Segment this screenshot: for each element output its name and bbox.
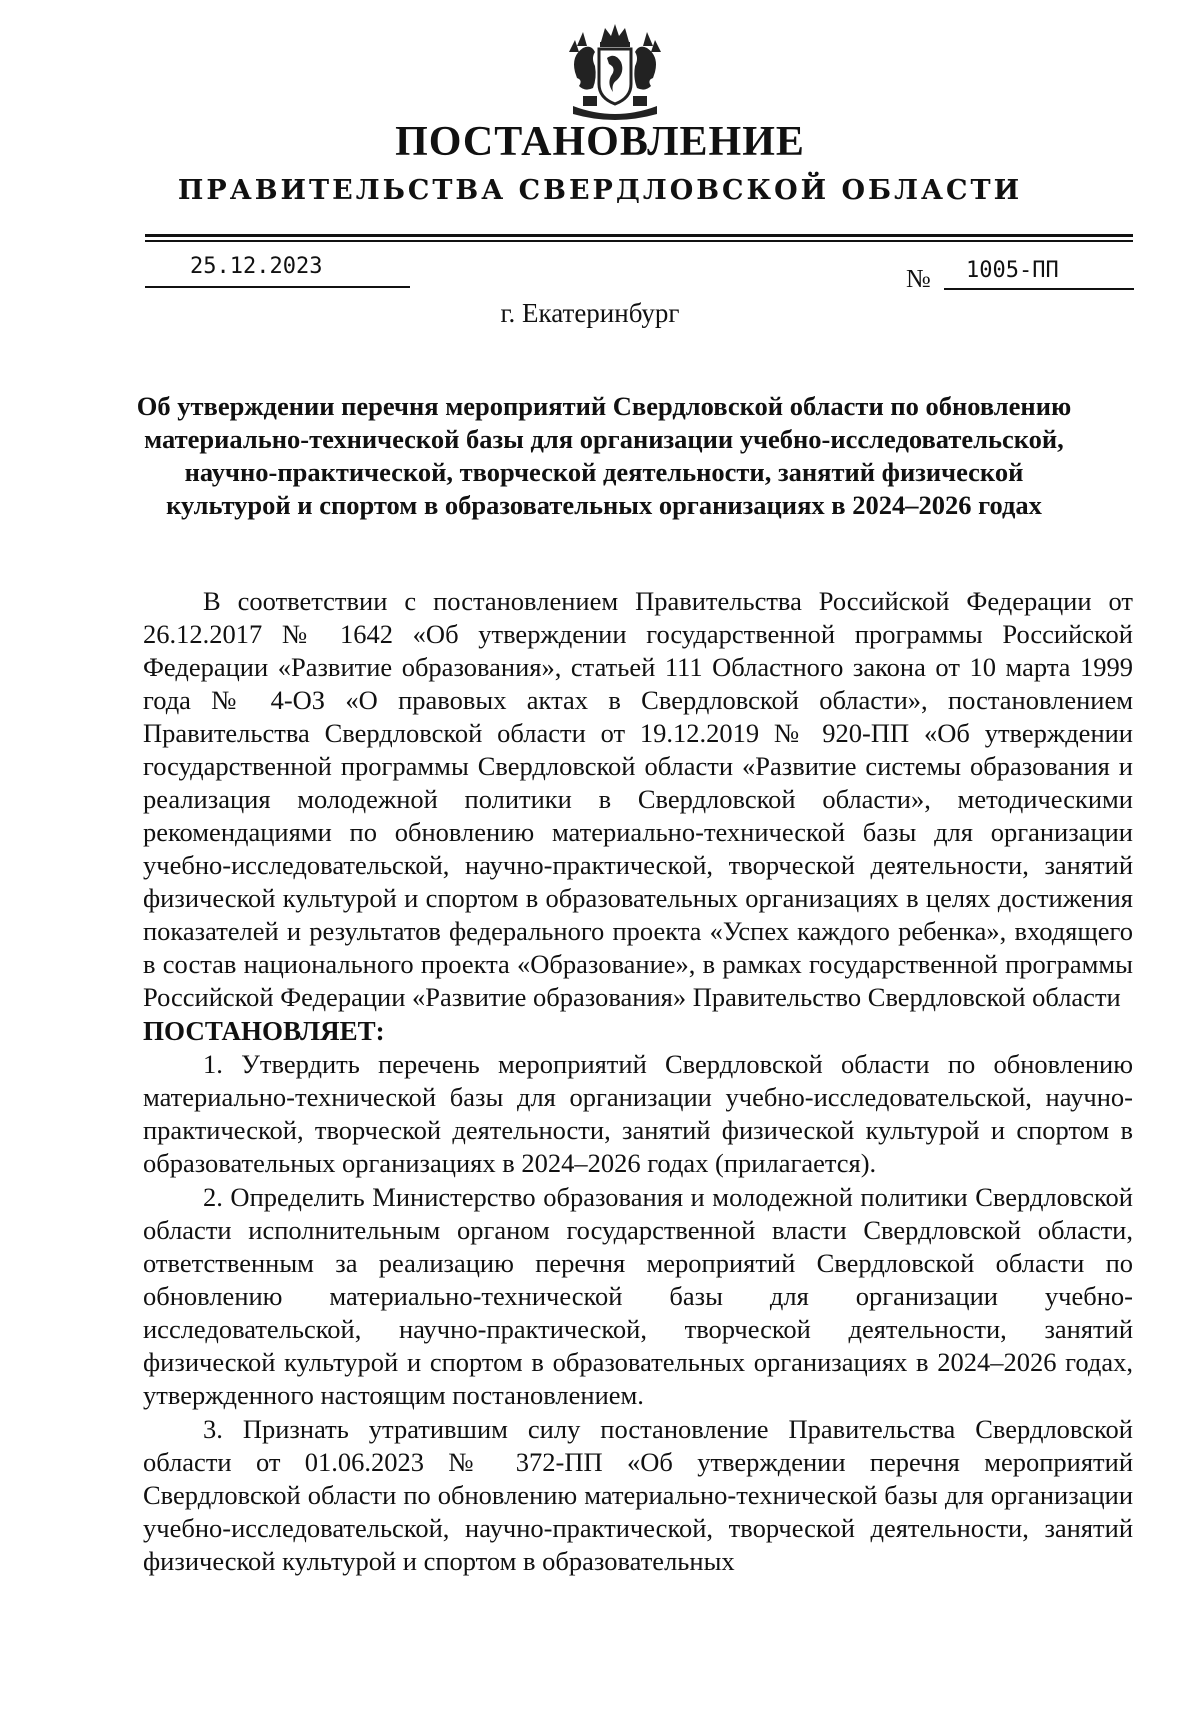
coat-of-arms-icon bbox=[565, 22, 665, 126]
document-city: г. Екатеринбург bbox=[500, 298, 680, 328]
document-body bbox=[143, 585, 1133, 1579]
preamble-paragraph: В соответствии с постановлением Правительства Российской Федерации от 26.12.2017 № 1642 «Об утверждении государственной программы Российской Федерации «Развитие образования», статьей 111 Областного закона от 10 марта 1999 года № 4-ОЗ «О правовых актах в Свердловской области», постановлением Правительства Свердловской области от 19.12.2019 № 920-ПП «Об утверждении государственной программы Свердловской области «Развитие системы образования и реализация молодежной политики в Свердловской области», методическими рекомендациями по обновлению материально-технической базы для организации учебно-исследовательской, научно-практической, творческой деятельности, занятий физической культурой и спортом в образовательных организациях в целях достижения показателей и результатов федерального проекта «Успех каждого ребенка», входящего в состав национального проекта «Образование», в рамках государственной программы Российской Федерации «Развитие образования» Правительство Свердловской области bbox=[143, 586, 1133, 1012]
document-title-line: материально-технической базы для организации учебно-исследовательской, bbox=[144, 424, 1064, 454]
document-date: 25.12.2023 bbox=[190, 254, 323, 279]
date-underline bbox=[145, 286, 410, 288]
document-type-heading: ПОСТАНОВЛЕНИЕ bbox=[395, 119, 805, 165]
item-1-paragraph: 1. Утвердить перечень мероприятий Свердловской области по обновлению материально-технической базы для организации учебно-исследовательской, научно-практической, творческой деятельности, занятий физической культурой и спортом в образовательных организациях в 2024–2026 годах (прилагается). bbox=[143, 1049, 1133, 1178]
issuing-authority-heading: ПРАВИТЕЛЬСТВА СВЕРДЛОВСКОЙ ОБЛАСТИ bbox=[177, 175, 1023, 206]
document-title-line: Об утверждении перечня мероприятий Свердловской области по обновлению bbox=[136, 391, 1072, 421]
document-title-line: научно-практической, творческой деятельности, занятий физической bbox=[184, 457, 1024, 487]
number-underline bbox=[944, 288, 1134, 290]
document-title-line: культурой и спортом в образовательных организациях в 2024–2026 годах bbox=[166, 490, 1042, 520]
document-number: 1005-ПП bbox=[966, 258, 1059, 283]
resolves-heading: ПОСТАНОВЛЯЕТ: bbox=[143, 1016, 385, 1046]
number-sign: № bbox=[906, 264, 931, 293]
header-divider-thick bbox=[145, 234, 1133, 237]
item-3-paragraph: 3. Признать утратившим силу постановление Правительства Свердловской области от 01.06.2023 № 372-ПП «Об утверждении перечня мероприятий Свердловской области по обновлению материально-технической базы для организации учебно-исследовательской, научно-практической, творческой деятельности, занятий физической культурой и спортом в образовательных bbox=[143, 1414, 1133, 1576]
document-title bbox=[120, 390, 1088, 522]
header-divider-thin bbox=[145, 240, 1133, 242]
item-2-paragraph: 2. Определить Министерство образования и молодежной политики Свердловской области исполнительным органом государственной власти Свердловской области, ответственным за реализацию перечня мероприятий Свердловской области по обновлению материально-технической базы для организации учебно-исследовательской, научно-практической, творческой деятельности, занятий физической культурой и спортом в образовательных организациях в 2024–2026 годах, утвержденного настоящим постановлением. bbox=[143, 1182, 1133, 1410]
